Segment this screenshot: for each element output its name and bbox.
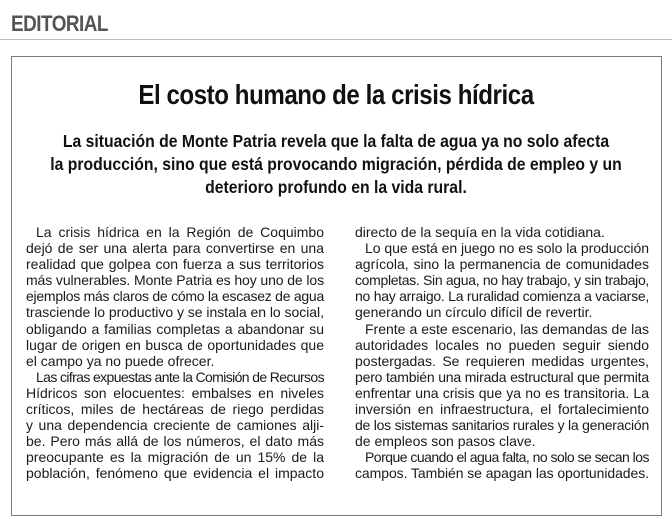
body-line: be. Pero más allá de los números, el dato más <box>26 433 324 450</box>
body-line: de los sistemas sanitarios rurales y la generación <box>355 417 650 434</box>
body-line: población, fenómeno que evidencia el impacto <box>26 465 324 482</box>
deck-line: deterioro profundo en la vida rural. <box>205 177 467 197</box>
body-line: directo de la sequía en la vida cotidiana. <box>355 224 605 240</box>
body-line: ejemplos más claros de cómo la escasez de agua <box>26 288 324 305</box>
body-line: más vulnerables. Monte Patria es hoy uno de los <box>26 272 324 289</box>
section-label: EDITORIAL <box>11 11 108 36</box>
body-line: el campo ya no puede ofrecer. <box>26 352 215 369</box>
body-line: campos. También se apagan las oportunidades. <box>355 465 649 482</box>
headline: El costo humano de la crisis hídrica <box>138 79 534 110</box>
body-line: críticos, miles de hectáreas de riego perdidas <box>26 401 324 418</box>
body-line: preocupante es la migración de un 15% de la <box>26 449 324 466</box>
right-column <box>355 224 649 482</box>
body-line: de empleos son pasos clave. <box>355 433 536 450</box>
body-line: La crisis hídrica en la Región de Coquimbo <box>36 224 324 240</box>
body-line: Hídricos son elocuentes: embalses en niveles <box>26 384 324 401</box>
body-line: generando un círculo difícil de revertir. <box>355 304 593 321</box>
body-line: inversión en infraestructura, el fortalecimiento <box>355 401 649 418</box>
deck-line: La situación de Monte Patria revela que la falta de agua ya no solo afecta <box>62 131 610 151</box>
deck-line: la producción, sino que está provocando migración, pérdida de empleo y un <box>50 154 622 174</box>
body-line: trasciende lo productivo y se instala en lo social, <box>26 304 324 321</box>
body-line: Frente a este escenario, las demandas de las <box>365 320 649 337</box>
body-line: no hay arraigo. La ruralidad comienza a vaciarse, <box>355 288 649 305</box>
body-line: pero también una mirada estructural que permita <box>355 368 649 385</box>
body-line: postergadas. Se requieren medidas urgentes, <box>355 352 649 369</box>
deck <box>0 130 672 199</box>
body-line: obligando a familias completas a abandonar su <box>26 320 324 337</box>
top-divider <box>0 39 672 40</box>
body-line: Las cifras expuestas ante la Comisión de Recursos <box>36 368 324 385</box>
body-line: Lo que está en juego no es solo la producción <box>365 240 649 257</box>
body-line: y una dependencia creciente de camiones alji- <box>26 417 324 434</box>
left-column <box>26 224 324 482</box>
body-line: autoridades locales no pueden seguir siendo <box>355 336 649 353</box>
body-line: agrícola, sino la permanencia de comunidades <box>355 256 649 273</box>
body-line: Porque cuando el agua falta, no solo se secan los <box>365 449 649 466</box>
body-line: lugar de origen en busca de oportunidades que <box>26 336 324 353</box>
body-line: completas. Sin agua, no hay trabajo, y sin trabajo, <box>355 272 649 289</box>
body-line: enfrentar una crisis que ya no es transitoria. La <box>355 384 649 401</box>
body-line: realidad que golpea con fuerza a sus territorios <box>26 256 324 273</box>
body-line: dejó de ser una alerta para convertirse en una <box>26 240 324 257</box>
